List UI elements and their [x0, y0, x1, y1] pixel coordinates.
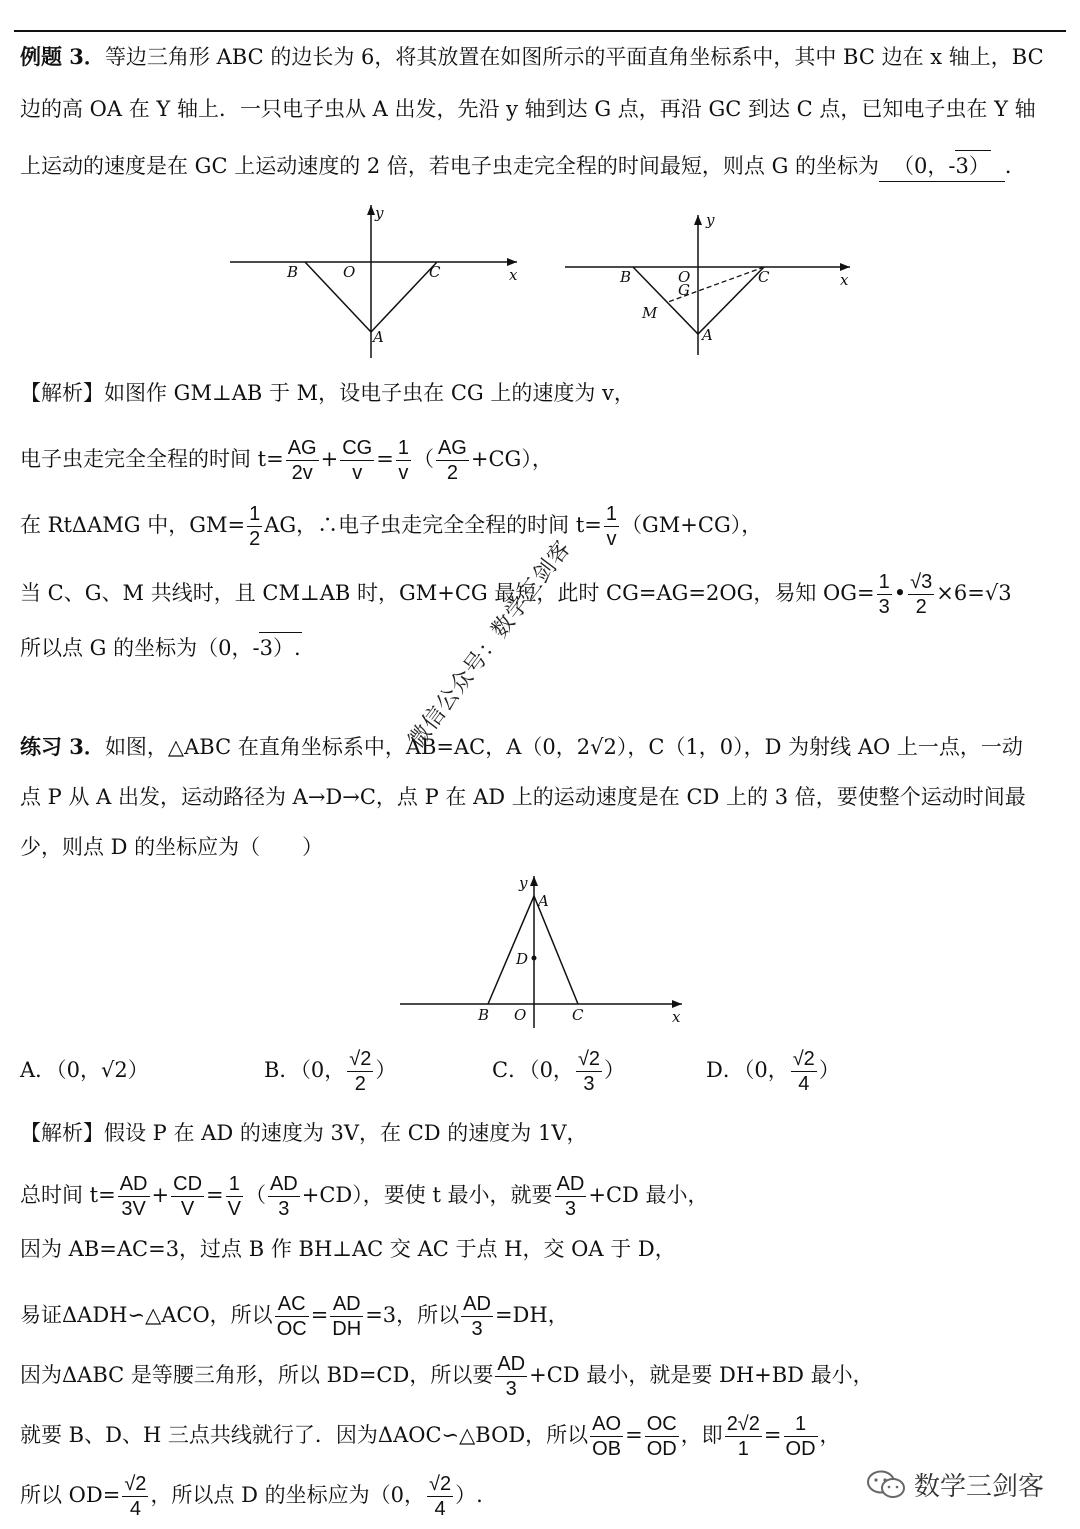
fig1-label-o: O: [343, 263, 356, 281]
frac-1-od: [784, 1412, 818, 1461]
answer-blank: [879, 150, 1005, 182]
watermark: 微信公众号：数学三剑客: [403, 535, 577, 754]
fig2-label-b: B: [620, 268, 632, 286]
option-b[interactable]: [264, 1040, 396, 1100]
frac-num: 1: [605, 503, 617, 525]
fig2-label-c: C: [758, 268, 770, 286]
frac-ad-3v: [118, 1172, 150, 1221]
frac-num: AD: [269, 1173, 298, 1195]
s2-l2-pre: 总时间 t=: [20, 1183, 116, 1207]
s2-l2-post: +CD 最小，: [588, 1183, 709, 1207]
frac-num: AO: [592, 1413, 622, 1435]
solution2-text-1: 【解析】假设 P 在 AD 的速度为 3V，在 CD 的速度为 1V，: [20, 1121, 588, 1145]
frac-num: √3: [910, 571, 933, 593]
option-c-pre: C．（0，: [492, 1058, 574, 1082]
frac-ad-3-c: [461, 1292, 493, 1341]
solution2-line-4: [20, 1292, 1066, 1341]
example-text-1: 等边三角形 ABC 的边长为 6，将其放置在如图所示的平面直角坐标系中，其中 BC 边在 x 轴上，BC: [104, 45, 1044, 69]
frac-num: √2: [124, 1473, 147, 1495]
answer-open: （0，-: [893, 154, 956, 178]
frac-den: 3: [505, 1378, 517, 1400]
example-line-2: [20, 94, 1066, 124]
fig3-label-a: A: [538, 892, 549, 910]
frac-num: AD: [119, 1173, 148, 1195]
sqrt3-result: √3: [984, 581, 1012, 605]
frac-sqrt2-3: [576, 1047, 602, 1096]
frac-num: 1: [784, 1412, 818, 1437]
frac-ad-3-b: [555, 1172, 587, 1221]
s2-l7-pre: 所以 OD=: [20, 1483, 121, 1507]
s2-l5-pre: 因为ΔABC 是等腰三角形，所以 BD=CD，所以要: [20, 1363, 494, 1387]
fig1-label-b: B: [287, 263, 299, 281]
example-text-2: 边的高 OA 在 Y 轴上．一只电子虫从 A 出发，先沿 y 轴到达 G 点，再沿 GC 到达 C 点，已知电子虫在 Y 轴: [20, 97, 1036, 121]
frac-ad-3: [268, 1172, 300, 1221]
s2-l5-post: +CD 最小，就是要 DH+BD 最小，: [529, 1363, 874, 1387]
figure-1: [225, 200, 525, 365]
fig2-label-x: x: [840, 271, 849, 289]
s2-l2-mid2: +CD），要使 t 最小，就要: [301, 1183, 553, 1207]
fig1-label-c: C: [429, 263, 441, 281]
frac-ad-dh: [330, 1292, 363, 1341]
frac-den: 3: [471, 1318, 483, 1340]
fig2-label-m: M: [642, 304, 658, 322]
frac-den: 2v: [291, 462, 313, 484]
solution1-line-2: [20, 436, 1066, 485]
figure-2: [560, 210, 860, 365]
s1-l2-post: （: [412, 447, 434, 471]
answer-close: 3）: [955, 150, 991, 181]
frac-den: v: [398, 462, 409, 484]
option-close: ）: [818, 1058, 840, 1082]
frac-num: AD: [463, 1293, 491, 1315]
fig1-label-y: y: [375, 204, 384, 222]
frac-ad-3-d: [495, 1352, 527, 1401]
s2-l6-mid: ，即: [680, 1423, 723, 1447]
fig1-y-arrow: [367, 205, 375, 215]
exercise-line-2: [20, 782, 1066, 812]
op-plus: +: [320, 447, 339, 471]
frac-den: OD: [785, 1438, 816, 1460]
s1-l4-pre: 当 C、G、M 共线时，且 CM⊥AB 时，GM+CG 最短，此时 CG=AG=2OG，易知 OG=: [20, 581, 875, 605]
frac-den: 2: [249, 528, 261, 550]
frac-num: 2√2: [726, 1413, 760, 1435]
exercise-text-1: 如图，△ABC 在直角坐标系中，AB=AC，A（0，2√2），C（1，0），D 为射线 AO 上一点，一动: [104, 735, 1023, 759]
s1-l5-pre: 所以点 G 的坐标为（0，-: [20, 636, 260, 660]
example-end: ．: [1004, 154, 1026, 178]
frac-num: AD: [330, 1292, 363, 1317]
s1-l5-post: 3）.: [259, 632, 302, 663]
option-close: ）: [604, 1058, 626, 1082]
wechat-icon: [866, 1469, 906, 1501]
fig1-label-a: A: [373, 328, 384, 346]
fig2-label-a: A: [702, 326, 713, 344]
s2-l2-mid: （: [244, 1183, 266, 1207]
fig2-label-y: y: [706, 211, 715, 229]
frac-2sqrt2-1: [725, 1412, 762, 1461]
exercise-label: 练习 3．: [20, 734, 105, 759]
exercise-text-2: 点 P 从 A 出发，运动路径为 A→D→C，点 P 在 AD 上的运动速度是在 CD 上的 3 倍，要使整个运动时间最: [20, 785, 1026, 809]
s1-l2-pre: 电子虫走完全全程的时间 t=: [20, 447, 284, 471]
s1-l3-pre: 在 RtΔAMG 中，GM=: [20, 513, 246, 537]
frac-den: 3: [564, 1198, 577, 1220]
example-text-3: 上运动的速度是在 GC 上运动速度的 2 倍，若电子虫走完全程的时间最短，则点 G 的坐标为: [20, 154, 880, 178]
op-eq: =: [206, 1183, 224, 1207]
s2-l4-pre: 易证ΔADH∽△ACO，所以: [20, 1303, 273, 1327]
example-line-1: [20, 42, 1066, 72]
frac-num: OC: [646, 1413, 677, 1435]
frac-den: 2: [354, 1073, 366, 1095]
frac-num: AC: [275, 1292, 309, 1317]
exercise-line-3: [20, 832, 1066, 862]
fig3-y-arrow: [530, 876, 538, 886]
frac-den: 3: [278, 1198, 290, 1220]
frac-ac-oc: [275, 1292, 309, 1341]
wechat-logo: [866, 1466, 1044, 1503]
frac-den: DH: [332, 1318, 362, 1340]
s1-l2-tail: +CG），: [470, 447, 553, 471]
option-c[interactable]: [492, 1040, 625, 1100]
frac-num: 1: [878, 571, 890, 593]
frac-oc-od: [645, 1412, 679, 1461]
frac-den: 3V: [121, 1198, 146, 1220]
frac-den: v: [606, 528, 617, 550]
figure-3: [400, 870, 690, 1030]
frac-1-V: [226, 1172, 243, 1221]
frac-ag-2: [436, 436, 469, 485]
fig3-x-arrow: [672, 1000, 682, 1008]
s2-l4-post: =DH，: [494, 1303, 569, 1327]
frac-num: AG: [437, 437, 467, 459]
example-label: 例题 3．: [20, 44, 105, 69]
exercise-line-1: [20, 732, 1066, 762]
frac-sqrt2-4-c: [427, 1472, 453, 1521]
frac-num: √2: [349, 1048, 372, 1070]
frac-den: V: [180, 1198, 195, 1220]
frac-den: 3: [878, 596, 890, 618]
frac-num: 1: [397, 437, 409, 459]
op-eq: =: [376, 447, 394, 471]
options-row: [20, 1040, 1060, 1110]
solution1-line-5: [20, 632, 1066, 663]
frac-1-2: [247, 502, 262, 551]
solution2-line-6: 就要 B、D、H 三点共线就行了．因为ΔAOC∽△BOD，所以 $\frac{AO}{OB}$ = $\frac{OC}{OD}$ ，即 $\frac{2√2}{1}$ = $\frac{1}{OD}$ ，: [20, 1413, 841, 1460]
logo-text: 数学三剑客: [913, 1472, 1044, 1502]
fig2-y-arrow: [694, 215, 702, 225]
frac-num: CG: [342, 437, 373, 459]
frac-num: 1: [226, 1172, 243, 1197]
op-eq: =: [310, 1303, 329, 1327]
frac-den: V: [227, 1198, 241, 1220]
frac-den: 1: [737, 1438, 749, 1460]
frac-1-v: [396, 436, 411, 485]
fig2-x-arrow: [840, 263, 850, 271]
solution2-line-1: [20, 1118, 1066, 1148]
solution2-text-3: 因为 AB=AC=3，过点 B 作 BH⊥AC 交 AC 于点 H，交 OA 于 D，: [20, 1237, 676, 1261]
fig3-label-b: B: [478, 1006, 490, 1024]
frac-den: 4: [129, 1498, 141, 1520]
frac-den: 4: [434, 1498, 446, 1520]
option-b-pre: B．（0，: [264, 1058, 346, 1082]
fig3-label-y: y: [519, 874, 528, 892]
solution2-line-5: [20, 1352, 1066, 1401]
fig3-triangle: [488, 896, 578, 1004]
frac-sqrt3-2: [908, 570, 934, 619]
solution2-line-3: [20, 1234, 1066, 1264]
fig1-label-x: x: [509, 266, 518, 284]
s1-l3-post: （GM+CG），: [621, 513, 763, 537]
frac-sqrt2-4: [791, 1047, 817, 1096]
frac-ag-2v: [286, 436, 319, 485]
frac-num: AG: [287, 437, 317, 459]
frac-num: CD: [173, 1173, 203, 1195]
frac-num: √2: [429, 1473, 452, 1495]
frac-den: OD: [646, 1438, 677, 1460]
frac-cd-v: [171, 1172, 204, 1221]
fig3-point-d: [532, 956, 537, 961]
op-eq: =: [763, 1423, 782, 1447]
frac-den: v: [352, 462, 363, 484]
s1-l3-mid: AG，∴电子虫走完全全程的时间 t=: [264, 513, 602, 537]
fig3-label-o: O: [514, 1006, 527, 1024]
frac-ao-ob: [590, 1412, 623, 1461]
frac-den: OB: [592, 1438, 622, 1460]
example-line-3: [20, 150, 1066, 182]
fig3-label-c: C: [572, 1006, 584, 1024]
frac-sqrt2-2: [347, 1047, 373, 1096]
op-eq: =: [625, 1423, 643, 1447]
solution2-line-2: [20, 1172, 1066, 1221]
option-d-pre: D．（0，: [706, 1058, 789, 1082]
frac-cg-v: [340, 436, 374, 485]
s2-l6-pre: 就要 B、D、H 三点共线就行了．因为ΔAOC∽△BOD，所以: [20, 1423, 589, 1447]
frac-den: 4: [798, 1073, 810, 1095]
op-plus: +: [151, 1183, 170, 1207]
s2-l4-mid: =3，所以: [365, 1303, 460, 1327]
solution1-line-4: 当 C、G、M 共线时，且 CM⊥AB 时，GM+CG 最短，此时 CG=AG=2OG，易知 OG= $\frac{1}{3}$ • $\frac{√3}{2}$ ×6=√3: [20, 571, 1012, 618]
frac-num: √2: [792, 1048, 815, 1070]
option-a[interactable]: A．（0，√2）: [20, 1058, 149, 1082]
frac-1-3: [877, 570, 892, 619]
frac-den: 2: [915, 596, 927, 618]
fig3-label-d: D: [516, 950, 529, 968]
frac-den: OC: [276, 1318, 307, 1340]
frac-den: 3: [583, 1073, 595, 1095]
top-rule: [14, 30, 1066, 32]
s1-l4-post: ×6=: [936, 581, 985, 605]
option-close: ）: [375, 1058, 397, 1082]
frac-num: 1: [249, 503, 261, 525]
frac-num: √2: [577, 1048, 601, 1070]
frac-sqrt2-4-b: [122, 1472, 148, 1521]
exercise-text-3: 少，则点 D 的坐标应为（ ）: [20, 835, 324, 859]
fig2-label-o: O: [678, 268, 691, 286]
frac-num: AD: [556, 1173, 585, 1195]
frac-num: AD: [497, 1353, 526, 1375]
solution1-text-1: 【解析】如图作 GM⊥AB 于 M，设电子虫在 CG 上的速度为 v，: [20, 381, 635, 405]
fig1-x-arrow: [507, 258, 517, 266]
frac-1-v-b: [604, 502, 619, 551]
s2-l7-post: ）.: [455, 1483, 483, 1507]
frac-den: 2: [446, 462, 458, 484]
fig3-label-x: x: [672, 1008, 681, 1026]
option-d[interactable]: [706, 1040, 840, 1100]
fig2-label-g: G: [678, 281, 690, 299]
solution1-line-1: [20, 378, 1066, 408]
s2-l7-mid: ，所以点 D 的坐标应为（0，: [150, 1483, 425, 1507]
